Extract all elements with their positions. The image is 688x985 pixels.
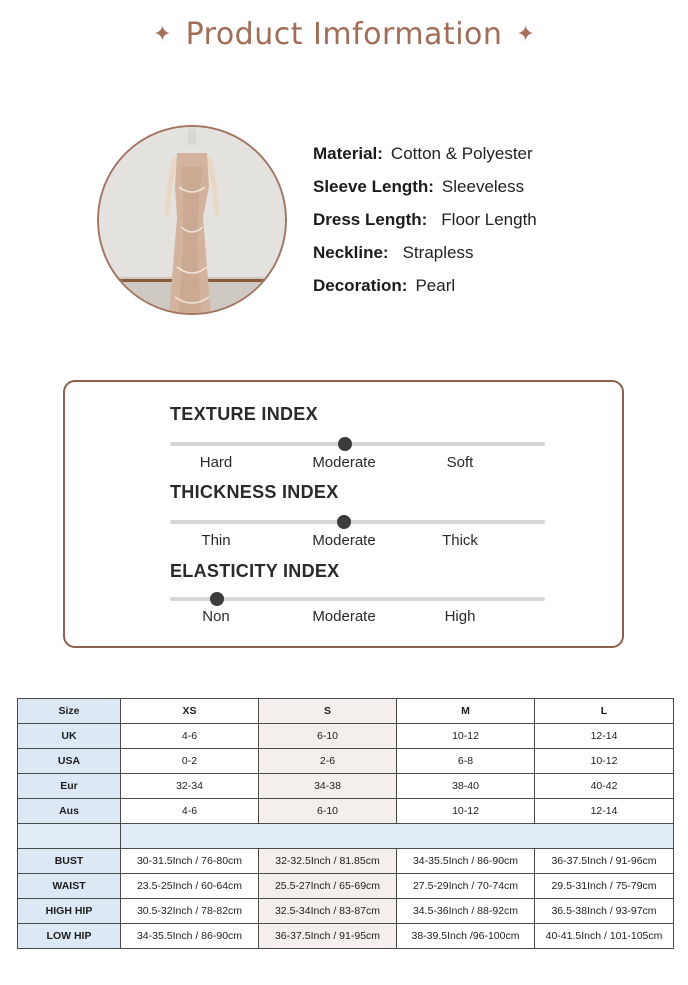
table-cell: 36-37.5Inch / 91-95cm (259, 924, 397, 949)
table-cell: 30-31.5Inch / 76-80cm (121, 849, 259, 874)
table-row (18, 849, 674, 874)
table-cell: 32-32.5Inch / 81.85cm (259, 849, 397, 874)
table-row (18, 899, 674, 924)
table-row (18, 924, 674, 949)
table-cell: 25.5-27Inch / 65-69cm (259, 874, 397, 899)
table-cell: 36-37.5Inch / 91-96cm (535, 849, 674, 874)
info-row-dress-length (313, 203, 537, 236)
table-cell: WAIST (18, 874, 121, 899)
table-cell: 4-6 (121, 799, 259, 824)
table-cell: 27.5-29Inch / 70-74cm (397, 874, 535, 899)
table-cell: 36.5-38Inch / 93-97cm (535, 899, 674, 924)
index-level-label: Moderate (312, 532, 376, 549)
table-header-cell: S (259, 699, 397, 724)
table-cell: 40-42 (535, 774, 674, 799)
table-cell: 38-39.5Inch /96-100cm (397, 924, 535, 949)
index-track (170, 520, 545, 524)
table-cell (18, 824, 121, 849)
table-cell: 10-12 (535, 749, 674, 774)
fabric-index-panel (63, 380, 624, 648)
info-row-material (313, 137, 537, 170)
table-cell: 2-6 (259, 749, 397, 774)
index-track (170, 442, 545, 446)
index-level-label: Moderate (312, 608, 376, 625)
index-knob (338, 437, 352, 451)
table-cell: LOW HIP (18, 924, 121, 949)
product-info-list (313, 137, 537, 302)
table-cell: 34.5-36Inch / 88-92cm (397, 899, 535, 924)
table-header-row (18, 699, 674, 724)
elasticity-index (170, 561, 545, 631)
info-value: Strapless (402, 242, 474, 262)
table-header-cell: Size (18, 699, 121, 724)
info-label: Material: (313, 143, 383, 163)
info-row-sleeve-length (313, 170, 537, 203)
index-level-label: Thin (201, 532, 231, 549)
table-cell: Aus (18, 799, 121, 824)
table-cell: 34-38 (259, 774, 397, 799)
info-value: Pearl (415, 275, 456, 295)
table-cell: 10-12 (397, 799, 535, 824)
table-row (18, 774, 674, 799)
table-row (18, 724, 674, 749)
table-cell: 38-40 (397, 774, 535, 799)
right-star-icon: ✦ (516, 21, 535, 46)
info-label: Neckline: (313, 242, 389, 262)
info-label: Decoration: (313, 275, 408, 295)
table-cell: 34-35.5Inch / 86-90cm (397, 849, 535, 874)
table-cell: 12-14 (535, 799, 674, 824)
info-row-decoration (313, 269, 537, 302)
table-cell: 34-35.5Inch / 86-90cm (121, 924, 259, 949)
index-track (170, 597, 545, 601)
index-title: ELASTICITY INDEX (170, 561, 340, 581)
table-cell: 40-41.5Inch / 101-105cm (535, 924, 674, 949)
table-cell: 30.5-32Inch / 78-82cm (121, 899, 259, 924)
table-header-cell: XS (121, 699, 259, 724)
index-level-label: Moderate (312, 454, 376, 471)
table-spacer-row (18, 824, 674, 849)
table-cell: 6-10 (259, 724, 397, 749)
thickness-index (170, 482, 545, 552)
table-cell: BUST (18, 849, 121, 874)
info-value: Cotton & Polyester (390, 143, 533, 163)
table-header-cell: L (535, 699, 674, 724)
table-cell: 6-8 (397, 749, 535, 774)
table-cell: 12-14 (535, 724, 674, 749)
table-cell: USA (18, 749, 121, 774)
index-level-label: High (444, 608, 476, 625)
index-title: TEXTURE INDEX (170, 404, 318, 424)
index-level-label: Thick (442, 532, 478, 549)
table-cell: 23.5-25Inch / 60-64cm (121, 874, 259, 899)
table-cell: 29.5-31Inch / 75-79cm (535, 874, 674, 899)
info-value: Sleeveless (441, 176, 525, 196)
table-cell (121, 824, 674, 849)
index-knob (337, 515, 351, 529)
table-row (18, 749, 674, 774)
index-level-label: Soft (446, 454, 474, 471)
info-label: Sleeve Length: (313, 176, 434, 196)
table-row (18, 799, 674, 824)
table-cell: 0-2 (121, 749, 259, 774)
table-cell: 10-12 (397, 724, 535, 749)
table-cell: UK (18, 724, 121, 749)
product-photo (97, 125, 287, 315)
table-cell: 32-34 (121, 774, 259, 799)
texture-index (170, 404, 545, 474)
index-knob (210, 592, 224, 606)
info-value: Floor Length (441, 209, 537, 229)
page-header (0, 12, 688, 56)
table-cell: 4-6 (121, 724, 259, 749)
table-cell: 6-10 (259, 799, 397, 824)
table-cell: HIGH HIP (18, 899, 121, 924)
index-level-label: Hard (199, 454, 233, 471)
index-title: THICKNESS INDEX (170, 482, 339, 502)
table-cell: Eur (18, 774, 121, 799)
size-chart-table (17, 698, 674, 949)
table-row (18, 874, 674, 899)
table-header-cell: M (397, 699, 535, 724)
page-title: Product Imformation (185, 16, 503, 52)
info-row-neckline (313, 236, 537, 269)
left-star-icon: ✦ (153, 21, 172, 46)
index-level-label: Non (202, 608, 230, 625)
dress-mannequin-image (99, 127, 285, 313)
table-cell: 32.5-34Inch / 83-87cm (259, 899, 397, 924)
info-label: Dress Length: (313, 209, 428, 229)
